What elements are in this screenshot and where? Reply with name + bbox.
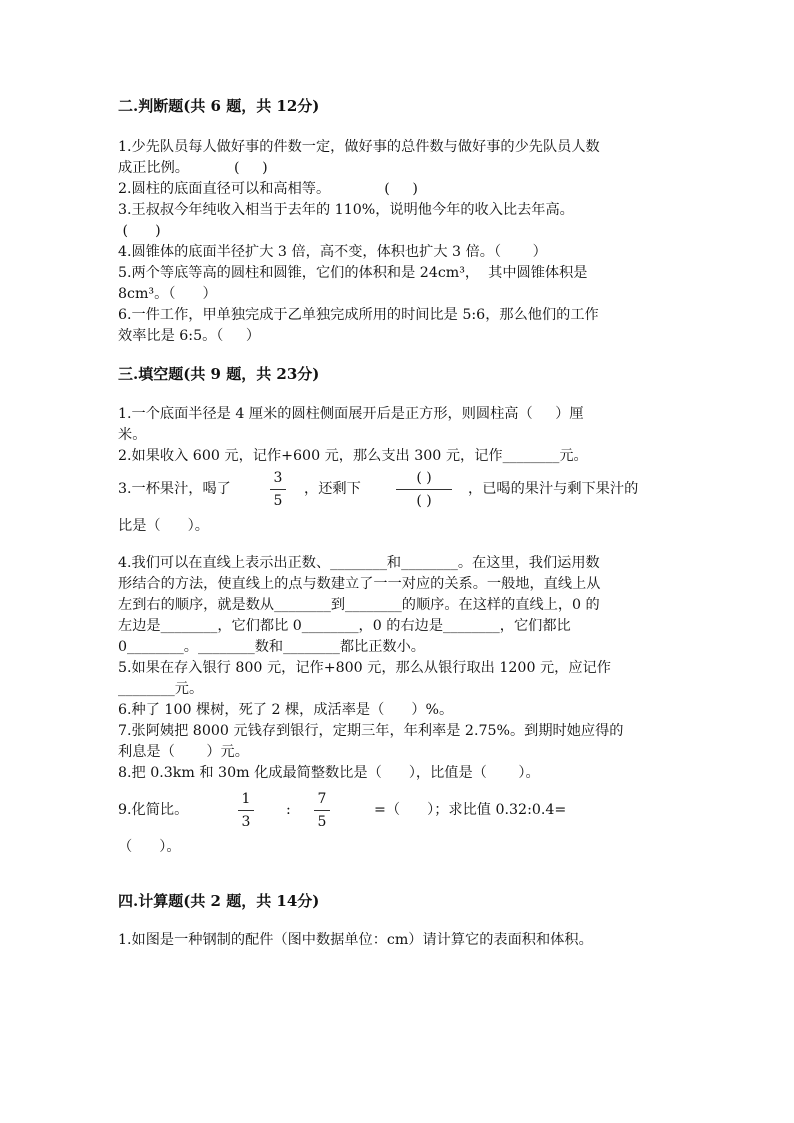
fill-line-q7-2: 利息是（ ）元。 <box>118 744 249 760</box>
q9-fraction-2 <box>314 791 330 830</box>
calc-line-1: 1.如图是一种钢制的配件（图中数据单位：cm）请计算它的表面积和体积。 <box>118 932 593 948</box>
q9-f2-den: 5 <box>317 814 327 830</box>
judgment-line-2: 成正比例。 ( ) <box>118 160 268 176</box>
judgment-line-8: 8cm³。（ ） <box>118 286 217 302</box>
q3-frac-num: 3 <box>273 470 283 486</box>
fill-line-1: 1.一个底面半径是 4 厘米的圆柱侧面展开后是正方形，则圆柱高（ ）厘 <box>118 406 584 422</box>
judgment-line-3: 2.圆柱的底面直径可以和高相等。 ( ) <box>118 181 418 197</box>
fraction-bar <box>238 810 254 811</box>
judgment-line-6: 4.圆锥体的底面半径扩大 3 倍，高不变，体积也扩大 3 倍。（ ） <box>118 244 547 260</box>
fraction-bar <box>396 489 452 490</box>
judgment-line-5: ( ) <box>118 223 161 239</box>
q3-middle: ，还剩下 <box>304 481 361 497</box>
fill-line-q4-1: 4.我们可以在直线上表示出正数、________和________。在这里，我们运用数 <box>118 555 600 571</box>
q9-line-2: （ ）。 <box>118 839 181 855</box>
section-title-judgment: 二.判断题(共 6 题，共 12分) <box>118 97 320 115</box>
q9-equation: =（ ）；求比值 0.32:0.4= <box>374 802 567 818</box>
fraction-bar <box>270 489 286 490</box>
q9-f1-num: 1 <box>241 791 251 807</box>
fill-line-q5-2: ________元。 <box>118 681 204 697</box>
fill-line-q4-2: 形结合的方法，使直线上的点与数建立了一一对应的关系。一般地，直线上从 <box>118 576 601 592</box>
q3-suffix: ，已喝的果汁与剩下果汁的 <box>468 481 639 497</box>
judgment-line-7: 5.两个等底等高的圆柱和圆锥，它们的体积和是 24cm³， 其中圆锥体积是 <box>118 265 588 281</box>
fill-line-q4-5: 0________。________数和________都比正数小。 <box>118 639 425 655</box>
q3-blank-fraction <box>396 470 452 509</box>
fill-line-q4-4: 左边是________，它们都比 0________，0 的右边是________，它们都比 <box>118 618 571 634</box>
q9-f2-num: 7 <box>317 791 327 807</box>
q9-fraction-1 <box>238 791 254 830</box>
section-title-fill: 三.填空题(共 9 题，共 23分) <box>118 365 320 383</box>
fill-line-q6: 6.种了 100 棵树，死了 2 棵，成活率是（ ）%。 <box>118 702 454 718</box>
q9-f1-den: 3 <box>241 814 251 830</box>
judgment-line-10: 效率比是 6:5。（ ） <box>118 328 261 344</box>
q3-frac-den: 5 <box>273 493 283 509</box>
fill-line-3: 2.如果收入 600 元，记作+600 元，那么支出 300 元，记作________元。 <box>118 448 588 464</box>
q3-fraction <box>270 470 286 509</box>
fill-line-2: 米。 <box>118 427 147 443</box>
judgment-line-4: 3.王叔叔今年纯收入相当于去年的 110%，说明他今年的收入比去年高。 <box>118 202 574 218</box>
fill-line-q8: 8.把 0.3km 和 30m 化成最简整数比是（ ），比值是（ ）。 <box>118 765 540 781</box>
judgment-line-9: 6.一件工作，甲单独完成于乙单独完成所用的时间比是 5:6，那么他们的工作 <box>118 307 599 323</box>
q3-prefix: 3.一杯果汁，喝了 <box>118 481 231 497</box>
q9-prefix: 9.化简比。 <box>118 802 189 818</box>
fill-line-q7-1: 7.张阿姨把 8000 元钱存到银行，定期三年，年利率是 2.75%。到期时她应得的 <box>118 723 624 739</box>
section-title-calculation: 四.计算题(共 2 题，共 14分) <box>118 892 320 910</box>
q3-line-2: 比是（ ）。 <box>118 518 209 534</box>
q3-blank-den: ( ) <box>416 493 432 509</box>
fraction-bar <box>314 810 330 811</box>
q9-colon: : <box>286 802 291 818</box>
judgment-line-1: 1.少先队员每人做好事的件数一定，做好事的总件数与做好事的少先队员人数 <box>118 139 600 155</box>
q3-blank-num: ( ) <box>416 470 432 486</box>
fill-line-q4-3: 左到右的顺序，就是数从________到________的顺序。在这样的直线上，0 的 <box>118 597 600 613</box>
fill-line-q5-1: 5.如果在存入银行 800 元，记作+800 元，那么从银行取出 1200 元，应记作 <box>118 660 611 676</box>
